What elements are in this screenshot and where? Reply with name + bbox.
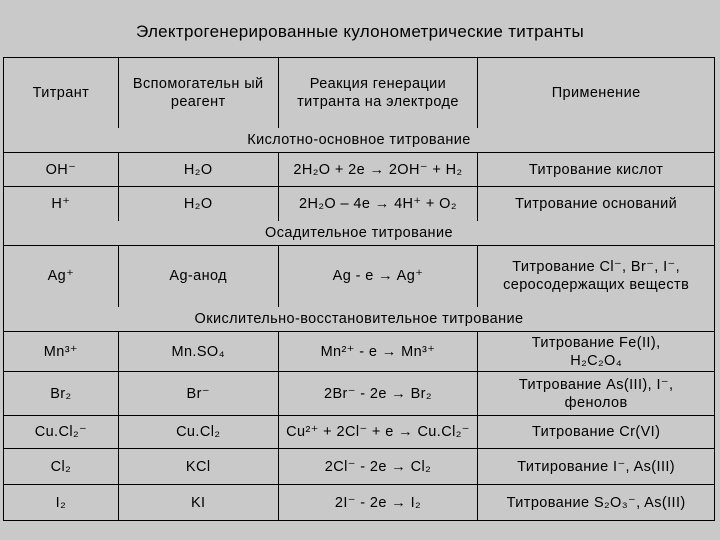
reagent-cell: KI xyxy=(118,485,278,521)
header-reagent: Вспомогательн ый реагент xyxy=(118,58,278,129)
reagent-cell: H₂O xyxy=(118,153,278,187)
titrants-table xyxy=(3,57,715,521)
reaction-cell: 2H₂O – 4e → 4H⁺ + O₂ xyxy=(278,187,478,221)
titrant-cell: H⁺ xyxy=(4,187,119,221)
reaction-cell: Mn²⁺ - e → Mn³⁺ xyxy=(278,332,478,372)
section-redox: Окислительно-восстановительное титрование xyxy=(4,307,715,332)
table-row xyxy=(4,332,715,372)
application-cell: Титирование I⁻, As(III) xyxy=(478,449,715,485)
reaction-cell: 2Cl⁻ - 2e → Cl₂ xyxy=(278,449,478,485)
table-row xyxy=(4,187,715,221)
application-cell: Титрование As(III), I⁻, фенолов xyxy=(478,372,715,416)
header-reaction: Реакция генерации титранта на электроде xyxy=(278,58,478,129)
application-cell: Титрование Cr(VI) xyxy=(478,416,715,449)
section-row-redox xyxy=(4,307,715,332)
application-cell: Титрование S₂O₃⁻, As(III) xyxy=(478,485,715,521)
application-cell: Титрование Cl⁻, Br⁻, I⁻, серосодержащих веществ xyxy=(478,245,715,307)
table-row xyxy=(4,153,715,187)
header-application: Применение xyxy=(478,58,715,129)
reagent-cell: Br⁻ xyxy=(118,372,278,416)
table-row xyxy=(4,245,715,307)
table-row xyxy=(4,416,715,449)
reaction-cell: 2H₂O + 2e → 2OH⁻ + H₂ xyxy=(278,153,478,187)
titrant-cell: Cu.Cl₂⁻ xyxy=(4,416,119,449)
titrant-cell: Ag⁺ xyxy=(4,245,119,307)
page-title: Электрогенерированные кулонометрические титранты xyxy=(136,22,584,41)
header-titrant: Титрант xyxy=(4,58,119,129)
section-precipitation: Осадительное титрование xyxy=(4,221,715,246)
titrant-cell: Mn³⁺ xyxy=(4,332,119,372)
reaction-cell: 2Br⁻ - 2e → Br₂ xyxy=(278,372,478,416)
reaction-cell: Cu²⁺ + 2Cl⁻ + e → Cu.Cl₂⁻ xyxy=(278,416,478,449)
reagent-cell: Cu.Cl₂ xyxy=(118,416,278,449)
reaction-cell: Ag - e → Ag⁺ xyxy=(278,245,478,307)
titrant-cell: OH⁻ xyxy=(4,153,119,187)
reagent-cell: KCl xyxy=(118,449,278,485)
reagent-cell: Ag-анод xyxy=(118,245,278,307)
table-row xyxy=(4,449,715,485)
application-cell: Титрование кислот xyxy=(478,153,715,187)
reaction-cell: 2I⁻ - 2e → I₂ xyxy=(278,485,478,521)
section-row-precipitation xyxy=(4,221,715,246)
table-row xyxy=(4,485,715,521)
titrant-cell: Cl₂ xyxy=(4,449,119,485)
table-row xyxy=(4,372,715,416)
reagent-cell: Mn.SO₄ xyxy=(118,332,278,372)
table-header-row xyxy=(4,58,715,129)
reagent-cell: H₂O xyxy=(118,187,278,221)
section-acid-base: Кислотно-основное титрование xyxy=(4,128,715,153)
application-cell: Титрование Fe(II), H₂C₂O₄ xyxy=(478,332,715,372)
titrant-cell: Br₂ xyxy=(4,372,119,416)
application-cell: Титрование оснований xyxy=(478,187,715,221)
titrant-cell: I₂ xyxy=(4,485,119,521)
section-row-acid-base xyxy=(4,128,715,153)
